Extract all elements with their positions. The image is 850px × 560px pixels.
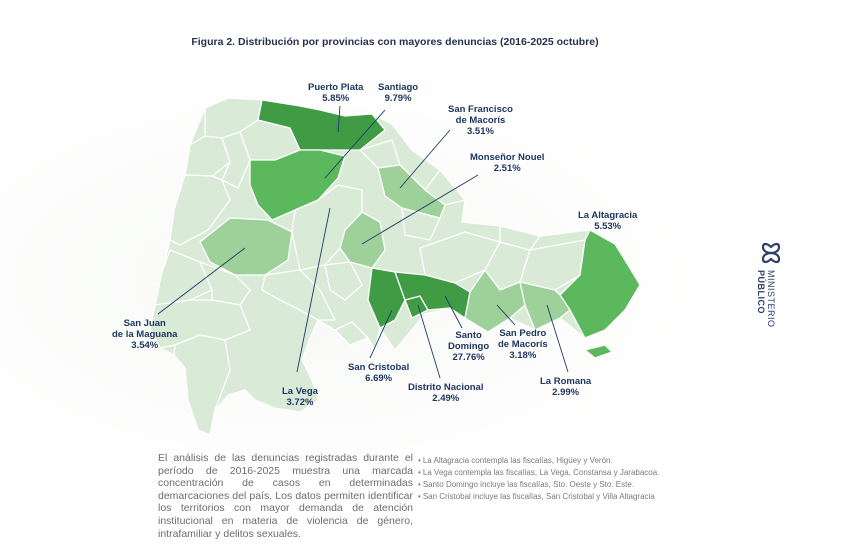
label-san-pedro-line2: de Macorís xyxy=(498,339,548,350)
label-la-altagracia-value: 5.53% xyxy=(594,221,622,232)
label-sfm-value: 3.51% xyxy=(467,126,494,137)
label-la-romana-value: 2.99% xyxy=(552,387,580,398)
label-la-altagracia xyxy=(578,210,637,232)
brand-text xyxy=(756,270,776,328)
label-sfm-line2: de Macorís xyxy=(455,115,506,126)
label-san-juan-line2: de la Maguana xyxy=(112,329,178,340)
label-la-romana-name: La Romana xyxy=(540,376,592,387)
label-san-pedro-de-macoris xyxy=(498,328,548,361)
label-puerto-plata-value: 5.85% xyxy=(322,93,350,104)
label-la-vega xyxy=(282,386,318,408)
label-santo-domingo-line2: Domingo xyxy=(448,341,490,352)
brand-block xyxy=(754,240,788,330)
label-santo-domingo-line1: Santo xyxy=(455,330,482,341)
label-san-cristobal-name: San Cristobal xyxy=(348,362,410,373)
label-santo-domingo xyxy=(448,330,489,363)
label-monsenor-nouel-name: Monseñor Nouel xyxy=(470,152,545,163)
leader-distrito-nacional xyxy=(418,305,440,378)
label-santiago-name: Santiago xyxy=(378,82,419,93)
label-san-pedro-value: 3.18% xyxy=(509,350,537,361)
label-sfm-line1: San Francisco xyxy=(448,104,513,115)
label-san-juan xyxy=(112,318,177,351)
brand-line1: MINISTERIO xyxy=(766,270,776,328)
label-la-altagracia-name: La Altagracia xyxy=(578,210,638,221)
ministerio-publico-logo-icon xyxy=(758,240,784,266)
figure-title: Figura 2. Distribución por provincias con mayores denuncias (2016-2025 octubre) xyxy=(191,36,599,48)
label-distrito-nacional-name: Distrito Nacional xyxy=(408,382,484,393)
label-la-vega-value: 3.72% xyxy=(286,397,314,408)
label-santo-domingo-value: 27.76% xyxy=(452,352,485,363)
brand-line2: PÚBLICO xyxy=(756,270,766,314)
label-san-cristobal xyxy=(348,362,409,384)
label-distrito-nacional-value: 2.49% xyxy=(432,393,460,404)
island-saona xyxy=(585,345,612,358)
label-monsenor-nouel xyxy=(470,152,544,174)
label-san-cristobal-value: 6.69% xyxy=(365,373,393,384)
label-san-juan-value: 3.54% xyxy=(131,340,159,351)
note-item: • Santo Domingo incluye las fiscalías, Sto. Oeste y Sto. Este. xyxy=(418,479,718,491)
note-item: • La Vega contempla las fiscalías, La Vega, Constansa y Jarabacoa. xyxy=(418,467,718,479)
label-la-vega-name: La Vega xyxy=(282,386,318,397)
province-pedernales xyxy=(174,335,230,435)
label-monsenor-nouel-value: 2.51% xyxy=(493,163,521,174)
label-san-francisco-de-macoris xyxy=(448,104,513,137)
label-santiago-value: 9.79% xyxy=(384,93,412,104)
label-santiago xyxy=(378,82,418,104)
notes-list xyxy=(418,455,718,503)
label-la-romana xyxy=(540,376,591,398)
note-item: • La Altagracia contempla las fiscalías, Higüey y Verón. xyxy=(418,455,718,467)
label-san-pedro-line1: San Pedro xyxy=(499,328,547,339)
label-puerto-plata-name: Puerto Plata xyxy=(308,82,364,93)
label-puerto-plata xyxy=(308,82,363,104)
note-item: • San Cristobal incluye las fiscalías, San Cristobal y Villa Altagracia xyxy=(418,491,718,503)
label-distrito-nacional xyxy=(408,382,484,404)
label-san-juan-line1: San Juan xyxy=(123,318,166,329)
analysis-paragraph: El análisis de las denuncias registradas durante el período de 2016-2025 muestra una marcada concentración de casos en determinadas demarcaciones del país. Los datos permiten identificar los territorios con mayor demanda de atención institucional en materia de violencia de género, intrafamiliar y delitos sexuales. xyxy=(158,452,413,540)
